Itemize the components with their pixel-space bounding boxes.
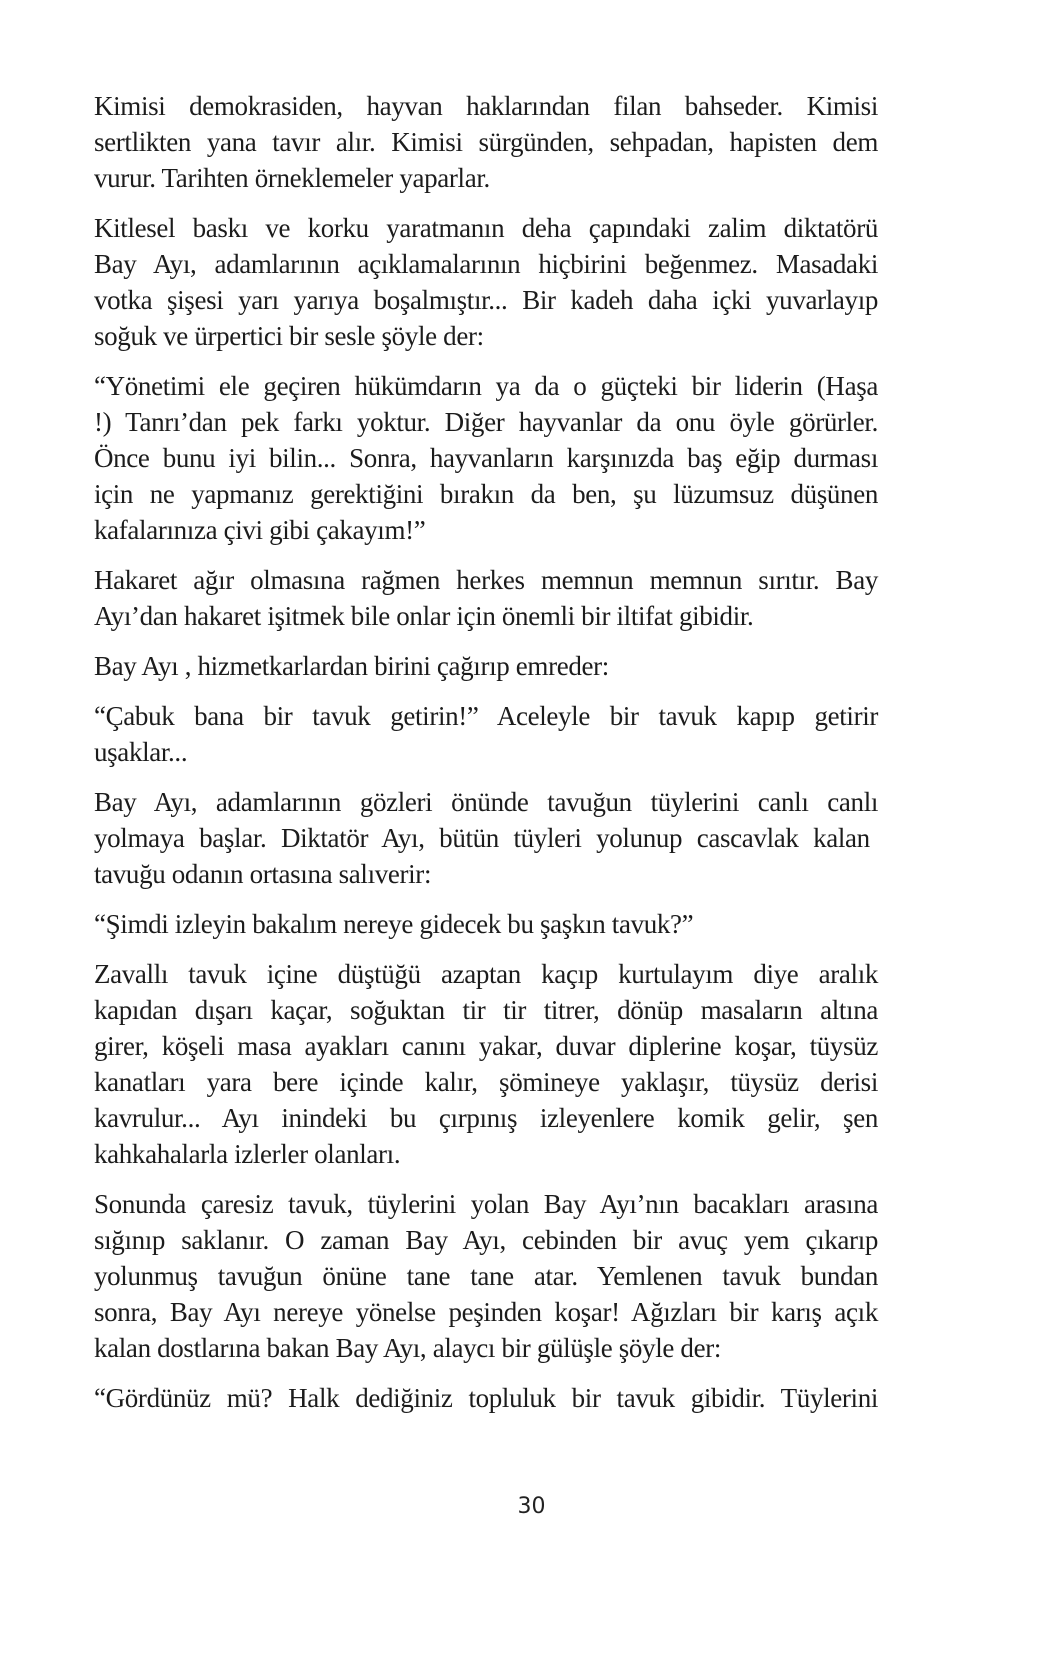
paragraph <box>94 210 878 354</box>
text-line: kapıdan dışarı kaçar, soğuktan tir tir titrer, dönüp masaların altına <box>94 995 878 1025</box>
text-line: Sonunda çaresiz tavuk, tüylerini yolan Bay Ayı’nın bacakları arasına <box>94 1189 878 1219</box>
text-line: kafalarınıza çivi gibi çakayım!” <box>94 515 426 545</box>
text-line: Hakaret ağır olmasına rağmen herkes memnun memnun sırıtır. Bay <box>94 565 878 595</box>
text-line: girer, köşeli masa ayakları canını yakar, duvar diplerine koşar, tüysüz <box>94 1031 878 1061</box>
text-line: “Çabuk bana bir tavuk getirin!” Aceleyle bir tavuk kapıp getirir <box>94 701 878 731</box>
text-line: sertlikten yana tavır alır. Kimisi sürgünden, sehpadan, hapisten dem <box>94 127 878 157</box>
text-line: sonra, Bay Ayı nereye yönelse peşinden koşar! Ağızları bir karış açık <box>94 1297 878 1327</box>
text-line: “Yönetimi ele geçiren hükümdarın ya da o güçteki bir liderin (Haşa <box>94 371 878 401</box>
paragraph <box>94 906 878 942</box>
page-number: 30 <box>517 1494 546 1519</box>
paragraph <box>94 784 878 892</box>
text-line: votka şişesi yarı yarıya boşalmıştır... Bir kadeh daha içki yuvarlayıp <box>94 285 878 315</box>
text-line: soğuk ve ürpertici bir sesle şöyle der: <box>94 321 484 351</box>
paragraph <box>94 562 878 634</box>
text-line: tavuğu odanın ortasına salıverir: <box>94 859 432 889</box>
text-line: kalan dostlarına bakan Bay Ayı, alaycı bir gülüşle şöyle der: <box>94 1333 721 1363</box>
text-line: için ne yapmanız gerektiğini bırakın da ben, şu lüzumsuz düşünen <box>94 479 878 509</box>
text-line: kanatları yara bere içinde kalır, şömineye yaklaşır, tüysüz derisi <box>94 1067 878 1097</box>
text-line: Bay Ayı , hizmetkarlardan birini çağırıp emreder: <box>94 651 609 681</box>
text-line: Ayı’dan hakaret işitmek bile onlar için önemli bir iltifat gibidir. <box>94 601 754 631</box>
paragraph <box>94 956 878 1172</box>
text-line: Kimisi demokrasiden, hayvan haklarından filan bahseder. Kimisi <box>94 91 878 121</box>
page-body <box>94 88 878 1430</box>
text-line: yolmaya başlar. Diktatör Ayı, bütün tüyleri yolunup cascavlak kalan <box>94 823 870 853</box>
paragraph <box>94 368 878 548</box>
text-line: sığınıp saklanır. O zaman Bay Ayı, cebinden bir avuç yem çıkarıp <box>94 1225 878 1255</box>
text-line: Kitlesel baskı ve korku yaratmanın deha çapındaki zalim diktatörü <box>94 213 878 243</box>
text-line: Zavallı tavuk içine düştüğü azaptan kaçıp kurtulayım diye aralık <box>94 959 878 989</box>
text-line: “Şimdi izleyin bakalım nereye gidecek bu şaşkın tavuk?” <box>94 909 694 939</box>
text-line: !) Tanrı’dan pek farkı yoktur. Diğer hayvanlar da onu öyle görürler. <box>94 407 878 437</box>
paragraph <box>94 88 878 196</box>
text-line: Bay Ayı, adamlarının gözleri önünde tavuğun tüylerini canlı canlı <box>94 787 878 817</box>
text-line: vurur. Tarihten örneklemeler yaparlar. <box>94 163 490 193</box>
text-line: kahkahalarla izlerler olanları. <box>94 1139 401 1169</box>
paragraph <box>94 698 878 770</box>
paragraph <box>94 1380 878 1416</box>
text-line: Önce bunu iyi bilin... Sonra, hayvanların karşınızda baş eğip durması <box>94 443 878 473</box>
text-line: “Gördünüz mü? Halk dediğiniz topluluk bir tavuk gibidir. Tüylerini <box>94 1383 878 1413</box>
paragraph <box>94 1186 878 1366</box>
text-line: uşaklar... <box>94 737 188 767</box>
paragraph <box>94 648 878 684</box>
text-line: kavrulur... Ayı inindeki bu çırpınış izleyenlere komik gelir, şen <box>94 1103 878 1133</box>
text-line: yolunmuş tavuğun önüne tane tane atar. Yemlenen tavuk bundan <box>94 1261 878 1291</box>
text-line: Bay Ayı, adamlarının açıklamalarının hiçbirini beğenmez. Masadaki <box>94 249 878 279</box>
